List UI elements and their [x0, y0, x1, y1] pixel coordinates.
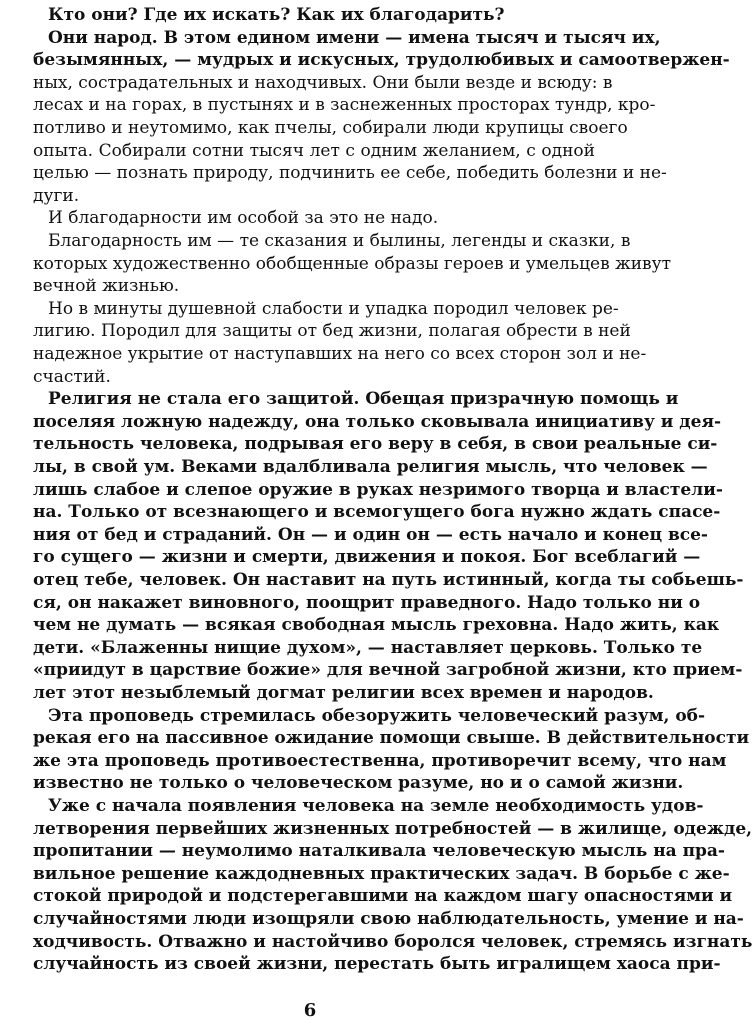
text-line: ния от бед и страданий. Он — и один он — есть начало и конец все- [33, 524, 708, 545]
text-line: дуги. [33, 185, 80, 206]
text-line: безымянных, — мудрых и искусных, трудолюбивых и самоотвержен- [33, 50, 730, 71]
text-line: лишь слабое и слепое оружие в руках незримого творца и властели- [33, 479, 723, 500]
text-line: тельность человека, подрывая его веру в себя, в свои реальные си- [33, 434, 718, 455]
text-line: летворения первейших жизненных потребностей — в жилище, одежде, [33, 818, 752, 839]
text-line: надежное укрытие от наступавших на него со всех сторон зол и не- [33, 344, 647, 364]
text-line: Кто они? Где их искать? Как их благодарить? [48, 5, 505, 25]
text-line: ся, он накажет виновного, поощрит праведного. Надо только ни о [33, 592, 701, 613]
text-line: потливо и неутомимо, как пчелы, собирали люди крупицы своего [33, 118, 628, 138]
text-line: ных, сострадательных и находчивых. Они были везде и всюду: в [33, 72, 613, 93]
text-line: И благодарности им особой за это не надо. [48, 208, 439, 229]
text-line: которых художественно обобщенные образы героев и умельцев живут [33, 253, 672, 274]
text-line: лет этот незыблемый догмат религии всех времен и народов. [33, 683, 654, 703]
text-line: на. Только от всезнающего и всемогущего бога нужно ждать спасе- [33, 502, 721, 523]
text-line: случайностями люди изощряли свою наблюдательность, умение и на- [33, 909, 744, 929]
text-line: Уже с начала появления человека на земле необходимость удов- [48, 796, 704, 816]
text-line: опыта. Собирали сотни тысяч лет с одним желанием, с одной [33, 140, 595, 161]
text-line: вечной жизнью. [33, 276, 180, 297]
text-line: Они народ. В этом едином имени — имена тысяч и тысяч их, [48, 27, 661, 48]
text-line: стокой природой и подстерегавшими на каждом шагу опасностями и [33, 886, 733, 907]
text-line: ходчивость. Отважно и настойчиво боролся человек, стремясь изгнать [33, 931, 752, 952]
text-line: Религия не стала его защитой. Обещая призрачную помощь и [48, 389, 679, 410]
text-line: лы, в свой ум. Веками вдалбливала религия мысль, что человек — [33, 457, 708, 477]
text-line: вильное решение каждодневных практических задач. В борьбе с же- [33, 863, 730, 884]
text-line: чем не думать — всякая свободная мысль греховна. Надо жить, как [33, 615, 720, 636]
text-line: го сущего — жизни и смерти, движения и покоя. Бог всеблагий — [33, 547, 701, 568]
text-line: же эта проповедь противоестественна, противоречит всему, что нам [33, 750, 727, 771]
text-line: поселяя ложную надежду, она только сковывала инициативу и дея- [33, 411, 722, 432]
text-line: рекая его на пассивное ожидание помощи свыше. В действительности [33, 728, 750, 749]
page-number: 6 [303, 1000, 317, 1021]
text-line: Благодарность им — те сказания и былины, легенды и сказки, в [48, 231, 631, 251]
text-line: целью — познать природу, подчинить ее себе, победить болезни и не- [33, 163, 667, 184]
text-line: пропитании — неумолимо наталкивала человеческую мысль на пра- [33, 841, 725, 862]
text-line: счастий. [33, 366, 111, 387]
text-line: отец тебе, человек. Он наставит на путь истинный, когда ты собьешь- [33, 570, 744, 590]
text-line-final: случайность из своей жизни, перестать быть игралищем хаоса при- [33, 954, 721, 975]
text-line: лесах и на горах, в пустынях и в заснеженных просторах тундр, кро- [33, 95, 656, 116]
text-line: известно не только о человеческом разуме, но и о самой жизни. [33, 773, 684, 794]
text-line: «приидут в царствие божие» для вечной загробной жизни, кто прием- [33, 660, 743, 681]
text-line: лигию. Породил для защиты от бед жизни, полагая обрести в ней [33, 321, 631, 342]
text-line: Эта проповедь стремилась обезоружить человеческий разум, об- [48, 705, 706, 726]
text-line: Но в минуты душевной слабости и упадка породил человек ре- [48, 298, 619, 319]
text-line: дети. «Блаженны нищие духом», — наставляет церковь. Только те [33, 637, 703, 658]
